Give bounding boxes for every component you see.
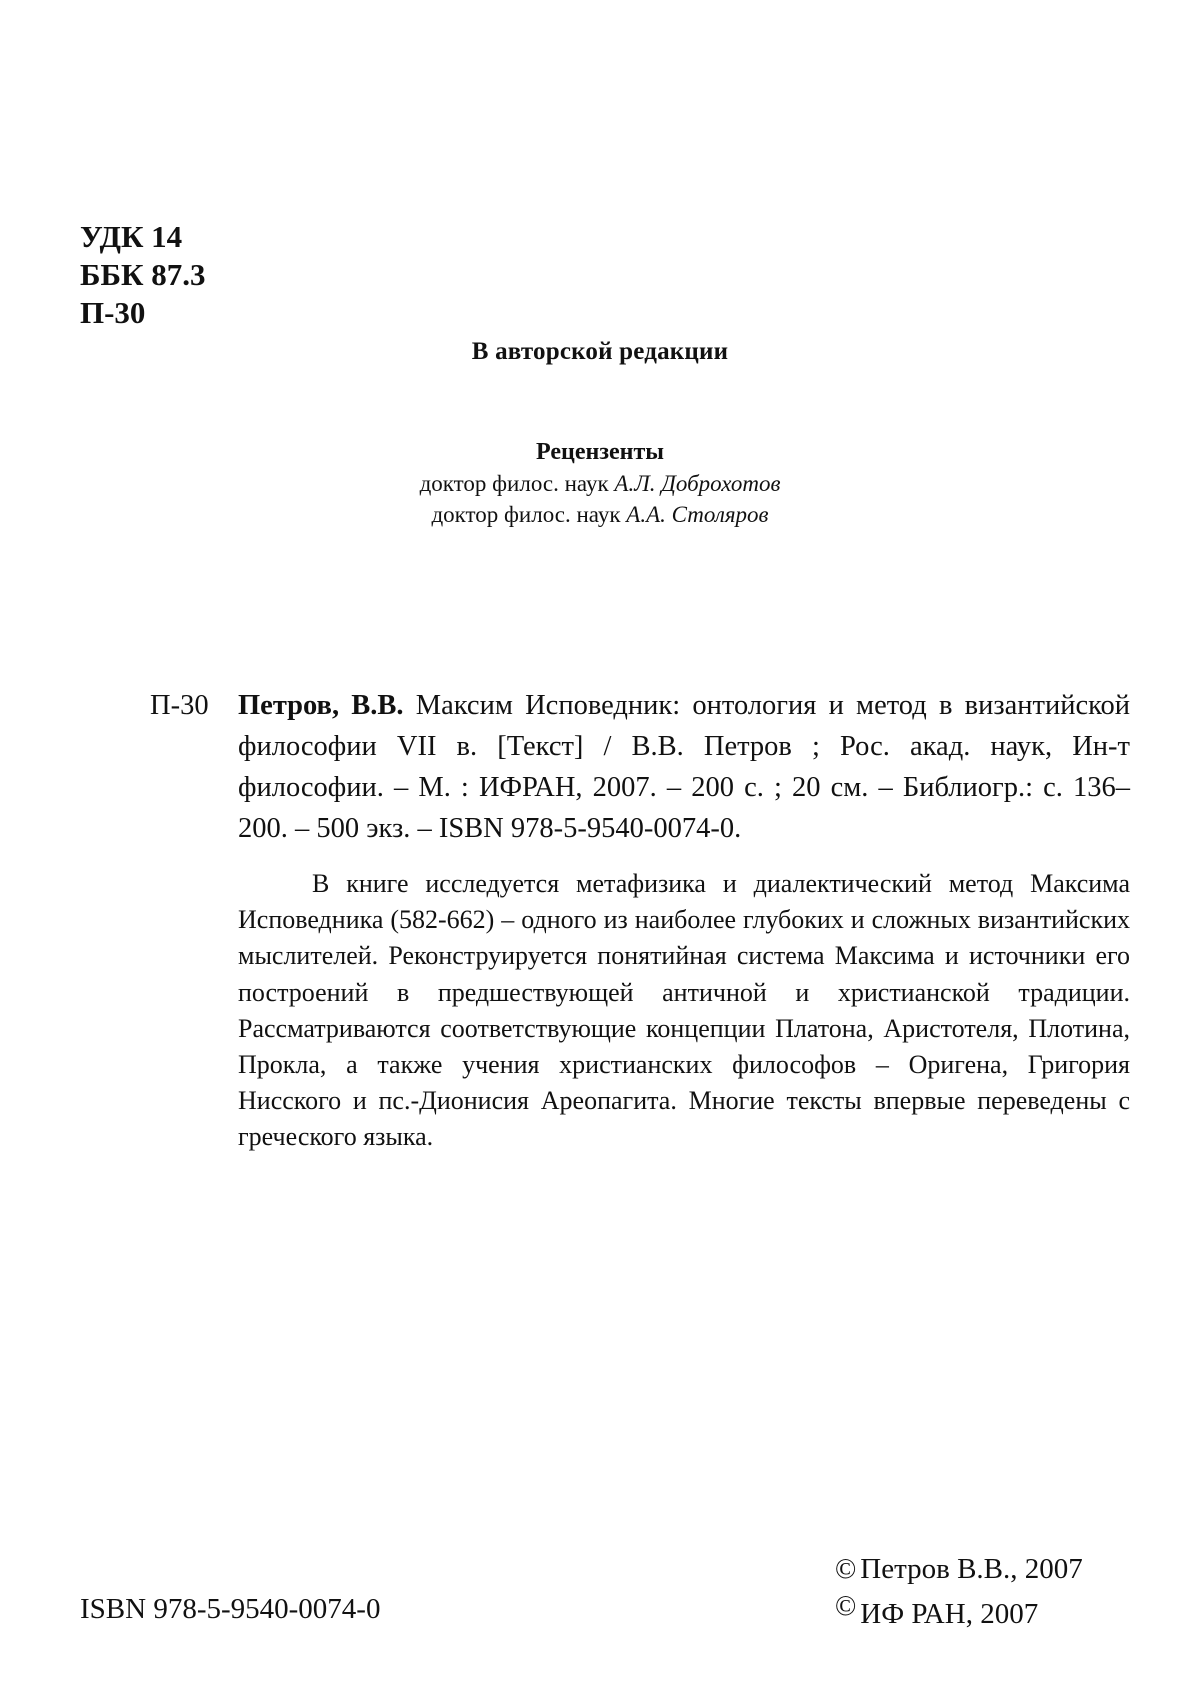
classification-codes bbox=[80, 218, 205, 332]
author-mark: П-30 bbox=[80, 295, 146, 330]
copyright-icon: © bbox=[835, 1591, 857, 1622]
copyright-holder: ИФ РАН, 2007 bbox=[860, 1598, 1039, 1630]
copyright-line bbox=[835, 1547, 1083, 1592]
isbn: ISBN 978-5-9540-0074-0 bbox=[80, 1593, 381, 1625]
entry-code: П-30 bbox=[150, 690, 209, 721]
reviewer-line bbox=[0, 468, 1200, 499]
bibliographic-entry bbox=[150, 685, 1130, 849]
book-annotation: В книге исследуется метафизика и диалектический метод Максима Исповедника (582-662) – одного из наиболее глубоких и сложных византийских мыслителей. Реконструируется понятийная система Максима и источники его построений в предшествующей античной и христианской традиции. Рассматриваются соответствующие концепции Платона, Аристотеля, Плотина, Прокла, а также учения христианских философов – Оригена, Григория Нисского и пс.-Дионисия Ареопагита. Многие тексты впервые переведены с греческого языка. bbox=[238, 869, 1130, 1152]
entry-author: Петров, В.В. bbox=[238, 690, 404, 721]
reviewer-name: А.Л. Доброхотов bbox=[614, 471, 781, 496]
reviewers-block bbox=[0, 437, 1200, 530]
entry-text bbox=[238, 685, 1130, 849]
reviewer-title: доктор филос. наук bbox=[419, 471, 609, 496]
entry-description: Максим Исповедник: онтология и метод в византийской философии VII в. [Текст] / В.В. Петров ; Рос. акад. наук, Ин-т философии. – М. : ИФРАН, 2007. – 200 с. ; 20 см. – Библиогр.: с. 136–200. – 500 экз. – ISBN 978-5-9540-0074-0. bbox=[238, 690, 1131, 844]
copyright-icon: © bbox=[835, 1554, 857, 1585]
bbk-code: ББК 87.3 bbox=[80, 257, 206, 292]
reviewer-name: А.А. Столяров bbox=[626, 502, 769, 527]
copyright-notices bbox=[835, 1547, 1083, 1637]
copyright-holder: Петров В.В., 2007 bbox=[860, 1553, 1083, 1585]
reviewers-heading: Рецензенты bbox=[536, 439, 664, 465]
reviewer-line bbox=[0, 499, 1200, 530]
copyright-line bbox=[835, 1592, 1083, 1637]
edition-note: В авторской редакции bbox=[471, 338, 729, 365]
reviewer-title: доктор филос. наук bbox=[431, 502, 621, 527]
udk-code: УДК 14 bbox=[80, 219, 183, 254]
